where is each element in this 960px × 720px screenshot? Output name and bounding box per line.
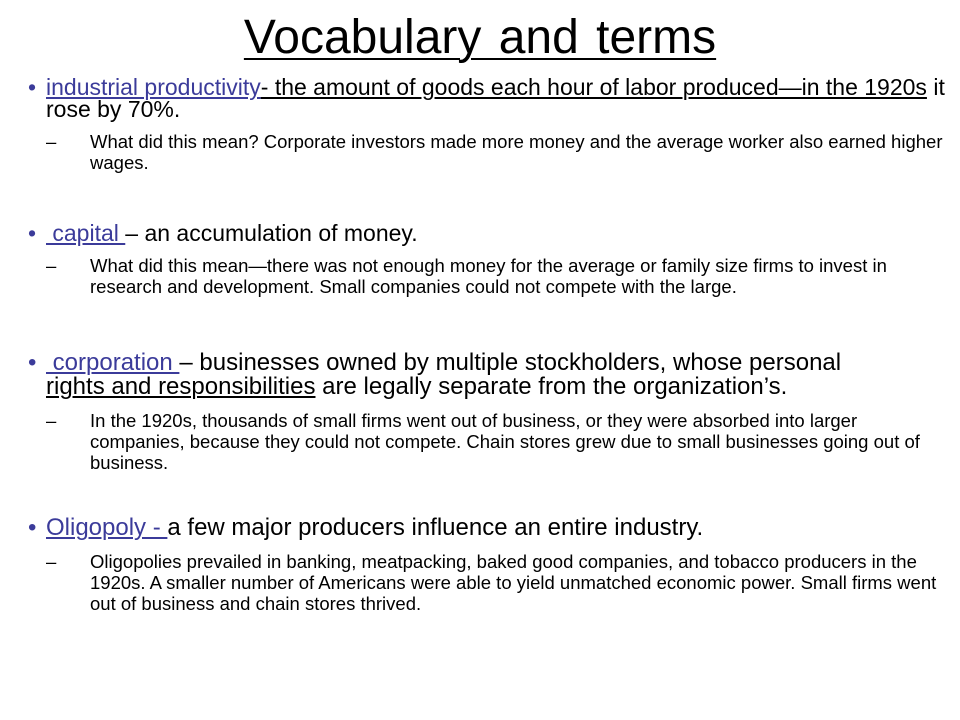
dash-icon: –	[46, 551, 57, 572]
bullet-icon: •	[28, 349, 37, 376]
bullet-item	[28, 222, 948, 244]
bullet-item	[28, 76, 948, 120]
term-block-corporation	[28, 351, 948, 473]
sub-bullet-text: In the 1920s, thousands of small firms went out of business, or they were absorbed into larger companies, because they could not compete. Chain stores grew due to small businesses going out of business.	[90, 410, 920, 473]
term-block-oligopoly	[28, 516, 948, 614]
sub-bullet-text: What did this mean? Corporate investors made more money and the average worker also earned higher wages.	[90, 131, 943, 173]
sub-bullet-item	[28, 255, 948, 297]
term-label: corporation	[46, 349, 180, 376]
term-label: capital	[46, 220, 126, 246]
term-definition: – businesses owned by multiple stockholders, whose personal	[179, 349, 842, 376]
bullet-icon: •	[28, 514, 37, 541]
bullet-icon: •	[28, 220, 37, 246]
term-definition: – an accumulation of money.	[125, 220, 418, 246]
term-definition-underlined: - the amount of goods each hour of labor produced—in the 1920s	[260, 74, 927, 100]
sub-bullet-item	[28, 410, 948, 473]
dash-icon: –	[46, 131, 57, 152]
sub-bullet-item	[28, 131, 948, 173]
term-definition: it rose by 70%.	[46, 74, 945, 122]
term-label: Oligopoly -	[46, 514, 168, 541]
term-block-industrial-productivity	[28, 76, 948, 173]
sub-bullet-text: Oligopolies prevailed in banking, meatpacking, baked good companies, and tobacco producers in the 1920s. A smaller number of Americans were able to yield unmatched economic power. Small firms went out of business and chain stores thrived.	[90, 551, 937, 614]
sub-bullet-text: What did this mean—there was not enough money for the average or family size firms to invest in research and development. Small companies could not compete with the large.	[90, 255, 887, 297]
bullet-item	[28, 351, 948, 399]
dash-icon: –	[46, 255, 57, 276]
term-definition-underlined: rights and responsibilities	[46, 373, 316, 400]
bullet-item	[28, 516, 948, 540]
bullet-icon: •	[28, 74, 37, 100]
sub-bullet-item	[28, 551, 948, 614]
dash-icon: –	[46, 410, 57, 431]
term-block-capital	[28, 222, 948, 297]
term-definition-tail: are legally separate from the organization’s.	[315, 373, 788, 400]
term-definition: a few major producers influence an entire industry.	[167, 514, 704, 541]
slide-title: Vocabulary and terms	[243, 11, 717, 64]
term-label: industrial productivity	[46, 74, 261, 100]
